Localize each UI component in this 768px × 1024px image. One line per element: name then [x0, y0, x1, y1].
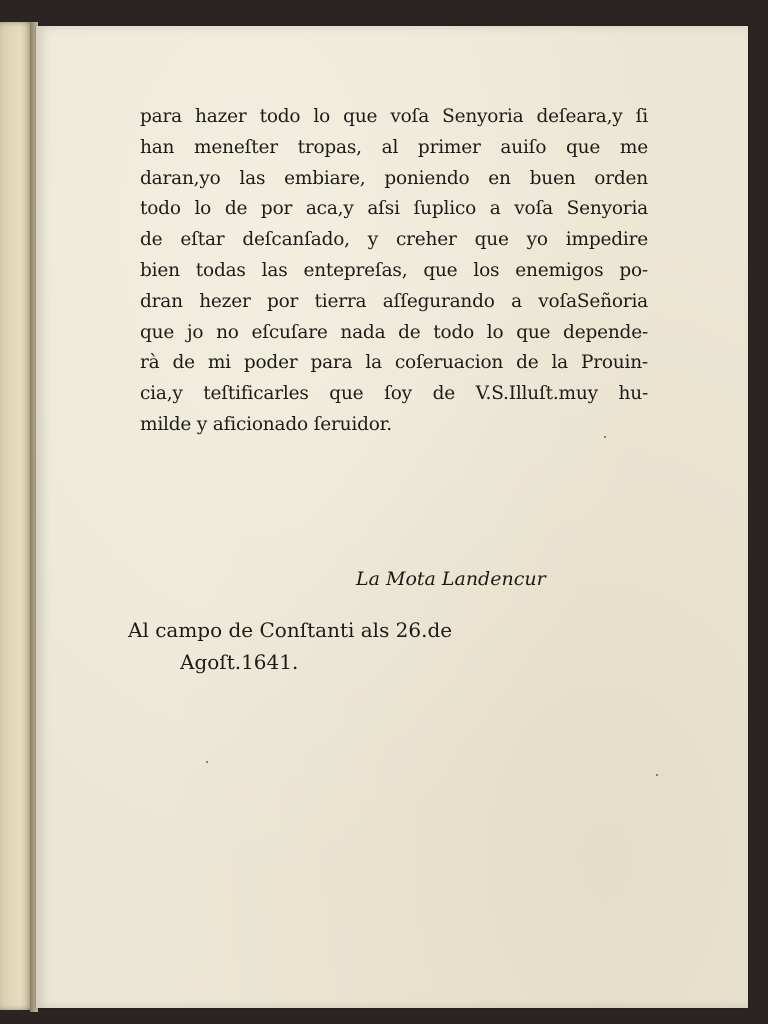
- text-line: dran hezer por tierra aſſegurando a voſaSeñoria: [140, 290, 648, 312]
- text-line: daran,yo las embiare, poniendo en buen orden: [140, 167, 648, 189]
- signature: La Mota Landencur: [356, 568, 546, 590]
- letter-body: [140, 102, 648, 441]
- text-line: que jo no eſcuſare nada de todo lo que depende-: [140, 321, 648, 343]
- text-line: para hazer todo lo que voſa Senyoria deſeara,y ſi: [140, 106, 648, 127]
- book-page: [36, 26, 748, 1008]
- text-line: rà de mi poder para la coſeruacion de la Prouin-: [140, 352, 648, 374]
- paper-speck: [656, 774, 658, 776]
- text-line: han meneſter tropas, al primer auiſo que me: [140, 136, 648, 158]
- text-line: milde y aficionado ſeruidor.: [140, 413, 392, 435]
- facing-page-edge: [0, 22, 34, 1010]
- text-line: de eſtar deſcanſado, y creher que yo impedire: [140, 229, 648, 251]
- dateline-date: Agoſt.1641.: [180, 650, 299, 674]
- paper-speck: [604, 436, 606, 438]
- dateline: [128, 614, 452, 678]
- text-line: cia,y teſtificarles que ſoy de V.S.Illuſt.muy hu-: [140, 383, 648, 405]
- dateline-place: Al campo de Conſtanti als 26.de: [128, 618, 453, 642]
- text-line: todo lo de por aca,y aſsi ſuplico a voſa Senyoria: [140, 198, 648, 220]
- text-line: bien todas las entepreſas, que los enemigos po-: [140, 259, 648, 281]
- paper-speck: [206, 761, 208, 763]
